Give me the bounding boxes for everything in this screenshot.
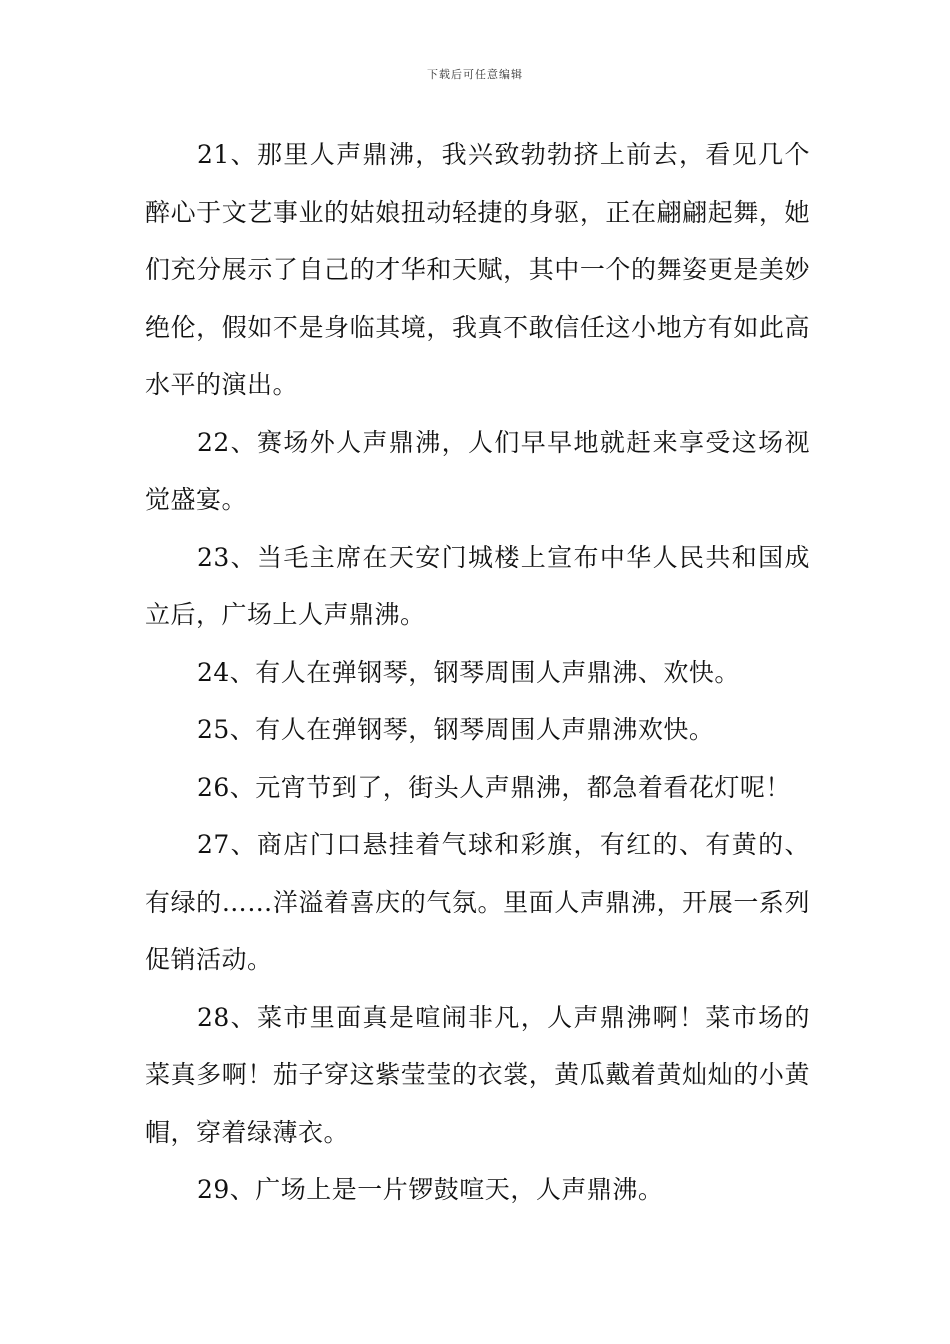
page-header: 下载后可任意编辑	[427, 68, 523, 81]
paragraph-24: 24、有人在弹钢琴，钢琴周围人声鼎沸、欢快。	[197, 657, 740, 687]
paragraph-29: 29、广场上是一片锣鼓喧天，人声鼎沸。	[197, 1175, 664, 1204]
paragraph-28: 28、菜市里面真是喧闹非凡，人声鼎沸啊！菜市场的菜真多啊！茄子穿这紫莹莹的衣裳，黄瓜戴着黄灿灿的小黄帽，穿着绿薄衣。	[145, 1002, 810, 1147]
document-body	[145, 126, 810, 1219]
paragraph-23: 23、当毛主席在天安门城楼上宣布中华人民共和国成立后，广场上人声鼎沸。	[145, 542, 810, 629]
paragraph-21: 21、那里人声鼎沸，我兴致勃勃挤上前去，看见几个醉心于文艺事业的姑娘扭动轻捷的身驱，正在翩翩起舞，她们充分展示了自己的才华和天赋，其中一个的舞姿更是美妙绝伦，假如不是身临其境，我真不敢信任这小地方有如此高水平的演出。	[145, 140, 810, 399]
paragraph-22: 22、赛场外人声鼎沸，人们早早地就赶来享受这场视觉盛宴。	[145, 427, 810, 514]
paragraph-27: 27、商店门口悬挂着气球和彩旗，有红的、有黄的、有绿的……洋溢着喜庆的气氛。里面人声鼎沸，开展一系列促销活动。	[145, 830, 810, 974]
paragraph-25: 25、有人在弹钢琴，钢琴周围人声鼎沸欢快。	[197, 715, 715, 744]
paragraph-26: 26、元宵节到了，街头人声鼎沸，都急着看花灯呢！	[197, 772, 791, 802]
